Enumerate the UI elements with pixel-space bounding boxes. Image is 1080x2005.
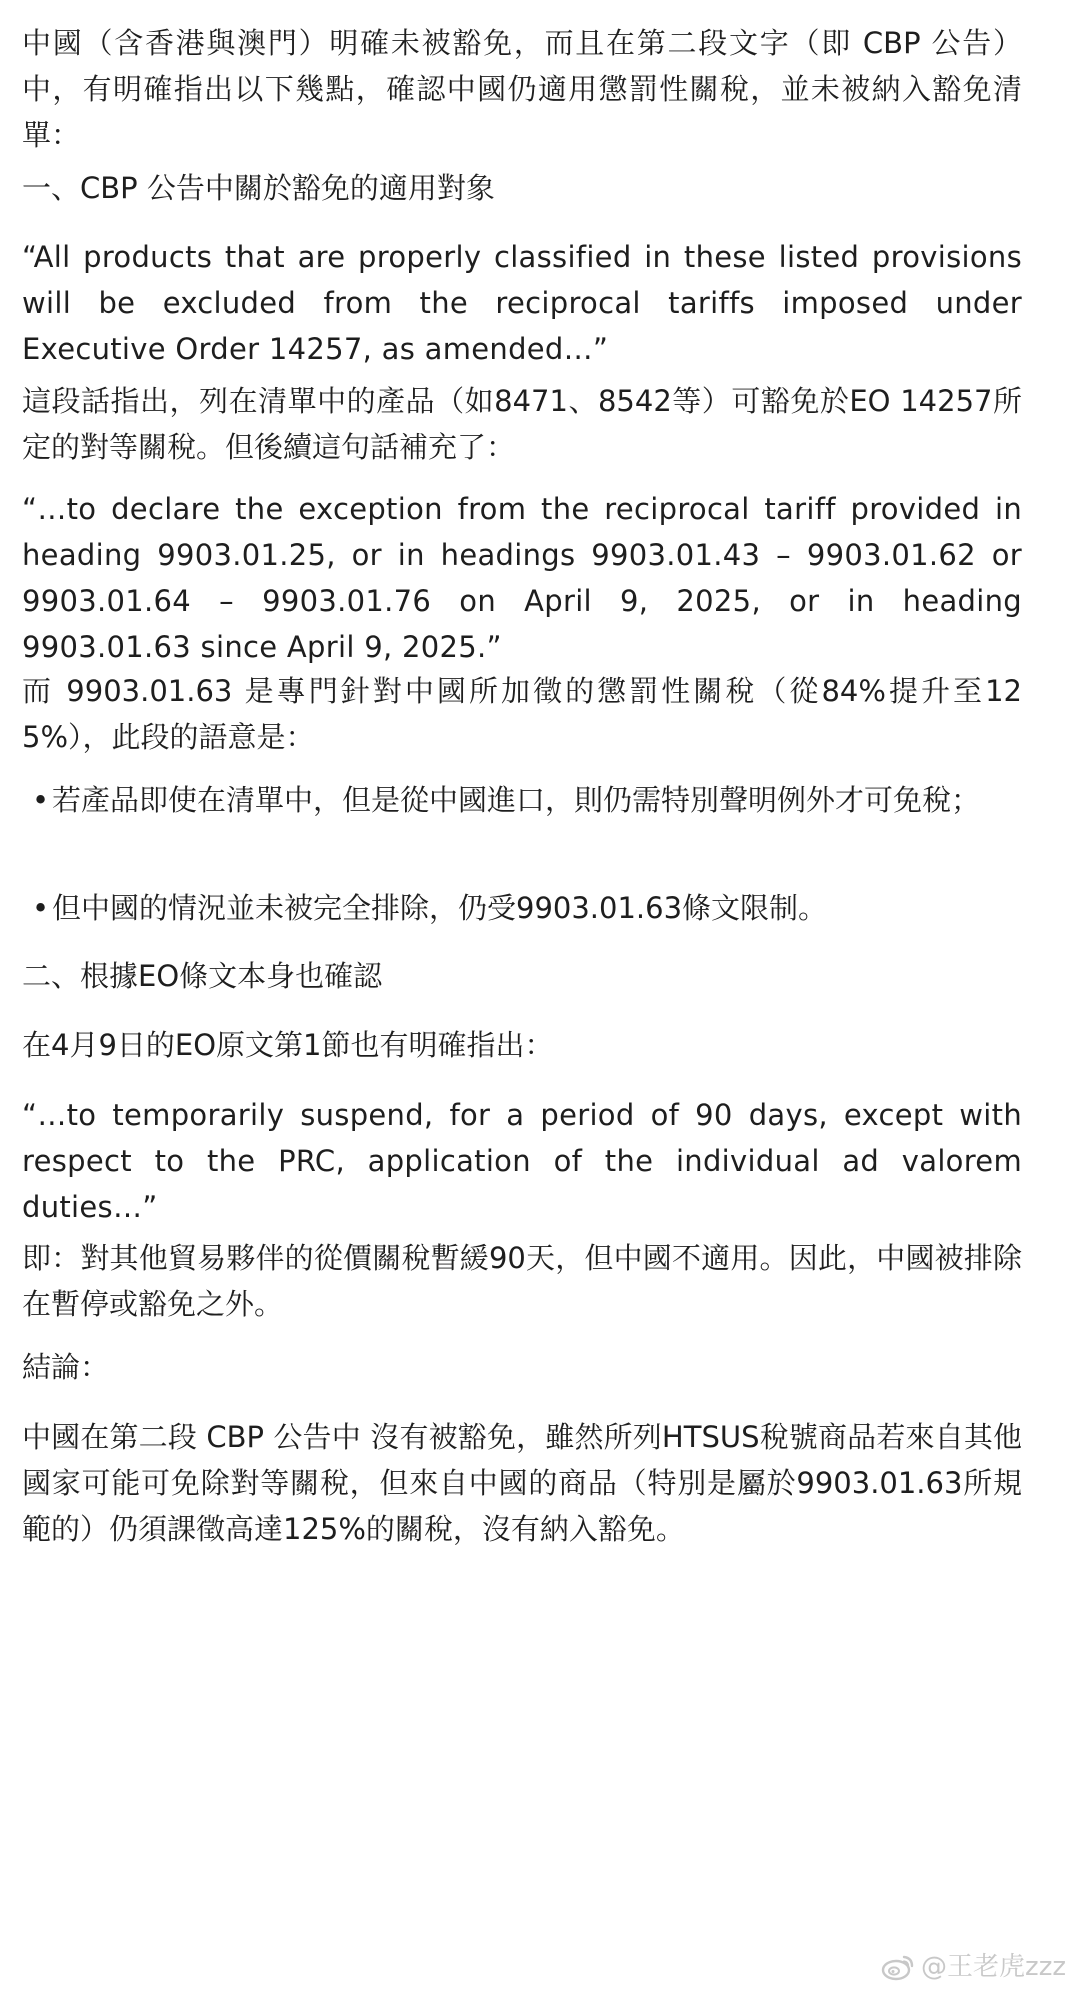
paragraph-prc-excluded: 即：對其他貿易夥伴的從價關稅暫緩90天，但中國不適用。因此，中國被排除在暫停或豁免之外。 [22, 1241, 1022, 1321]
paragraph-eo-section-1: 在4月9日的EO原文第1節也有明確指出： [22, 1028, 554, 1062]
bullet-marker: • [32, 891, 50, 925]
watermark-text: @王老虎zzz [921, 1952, 1066, 1982]
bullet-item-2 [22, 885, 1022, 931]
quote-suspend-90-days: “…to temporarily suspend, for a period of 90 days, except with respect to the PRC, application of the individual ad valorem duties…” [22, 1098, 1022, 1224]
quote-exception-headings: “…to declare the exception from the reciprocal tariff provided in heading 9903.01.25, or in headings 9903.01.43 – 9903.01.62 or 9903.01.64 – 9903.01.76 on April 9, 2025, or in heading 9903.01.63 since April 9, 2025.” [22, 492, 1022, 664]
conclusion-heading: 結論： [22, 1350, 110, 1384]
bullet-text-1: 若產品即使在清單中，但是從中國進口，則仍需特別聲明例外才可免稅； [52, 783, 981, 817]
weibo-icon [881, 1953, 915, 1981]
paragraph-9903-01-63: 而 9903.01.63 是專門針對中國所加徵的懲罰性關稅（從84%提升至125%），此段的語意是： [22, 674, 1022, 754]
section-heading-1: 一、CBP 公告中關於豁免的適用對象 [22, 171, 495, 205]
watermark [881, 1951, 1066, 1983]
paragraph-exemption-explanation: 這段話指出，列在清單中的產品（如8471、8542等）可豁免於EO 14257所定的對等關稅。但後續這句話補充了： [22, 384, 1022, 464]
bullet-item-1 [22, 777, 1022, 823]
bullet-text-2: 但中國的情況並未被完全排除，仍受9903.01.63條文限制。 [52, 891, 828, 925]
conclusion-paragraph: 中國在第二段 CBP 公告中 沒有被豁免，雖然所列HTSUS稅號商品若來自其他國家可能可免除對等關稅，但來自中國的商品（特別是屬於9903.01.63所規範的）仍須課徵高達125%的關稅，沒有納入豁免。 [22, 1420, 1022, 1546]
intro-paragraph: 中國（含香港與澳門）明確未被豁免，而且在第二段文字（即 CBP 公告）中，有明確指出以下幾點，確認中國仍適用懲罰性關稅，並未被納入豁免清單： [22, 26, 1022, 152]
quote-excluded-products: “All products that are properly classified in these listed provisions will be excluded from the reciprocal tariffs imposed under Executive Order 14257, as amended…” [22, 240, 1022, 366]
article-body [22, 20, 1022, 1960]
section-heading-2: 二、根據EO條文本身也確認 [22, 959, 383, 993]
bullet-marker: • [32, 783, 50, 817]
